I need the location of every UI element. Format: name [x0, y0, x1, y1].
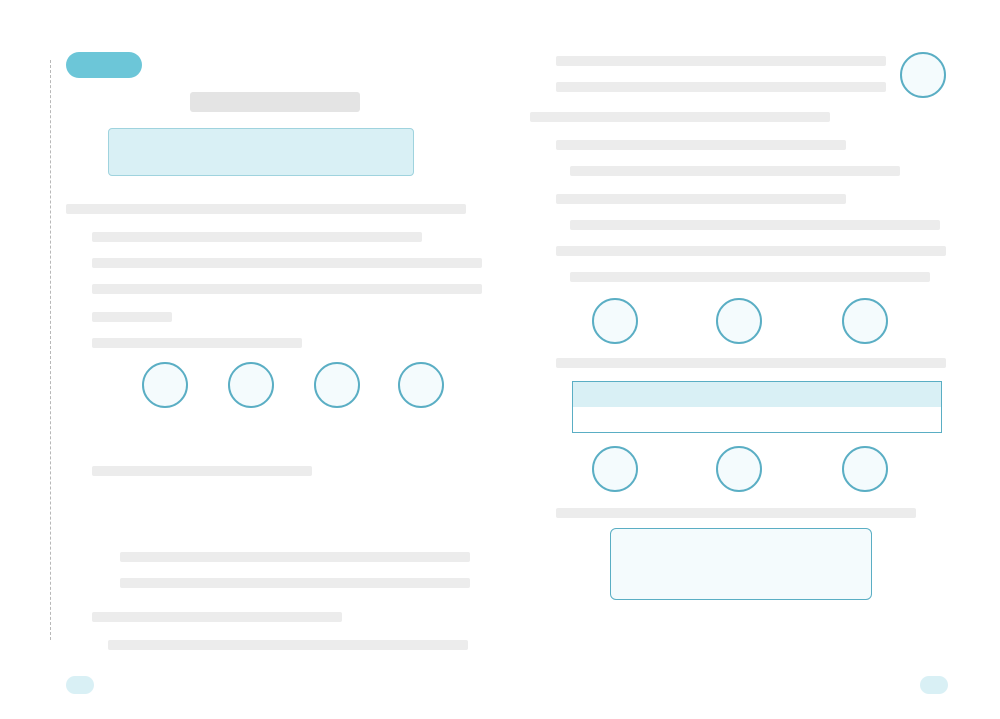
question-line [120, 552, 470, 562]
clock-face [398, 362, 444, 408]
speech-panel [610, 528, 872, 600]
question-line [92, 466, 312, 476]
question-line [92, 312, 172, 322]
clock-face [592, 446, 638, 492]
section-heading [66, 204, 466, 214]
schedule-table [572, 381, 942, 433]
clock-face [900, 52, 946, 98]
clock-face [142, 362, 188, 408]
question-line [92, 284, 482, 294]
question-line [556, 140, 846, 150]
question-line [570, 272, 930, 282]
left-footer [0, 676, 500, 694]
right-page [500, 0, 1000, 719]
worksheet-badge [66, 52, 142, 78]
question-line [556, 246, 946, 256]
page-title [190, 92, 360, 112]
question-line [556, 56, 886, 66]
question-line [92, 232, 422, 242]
clock-face [842, 298, 888, 344]
question-line [120, 578, 470, 588]
section-heading [530, 112, 830, 122]
question-line [108, 640, 468, 650]
question-line [92, 338, 302, 348]
clock-face [314, 362, 360, 408]
question-line [556, 82, 886, 92]
question-line [92, 258, 482, 268]
clock-face [842, 446, 888, 492]
clock-face [716, 298, 762, 344]
page-number [66, 676, 94, 694]
clock-face [592, 298, 638, 344]
question-line [556, 194, 846, 204]
question-line [556, 358, 946, 368]
info-box [108, 128, 414, 176]
question-line [92, 612, 342, 622]
binding-margin [28, 60, 51, 640]
right-footer [500, 676, 1000, 694]
question-line [570, 166, 900, 176]
question-line [556, 508, 916, 518]
clock-face [716, 446, 762, 492]
page-number [920, 676, 948, 694]
clock-face [228, 362, 274, 408]
question-line [570, 220, 940, 230]
